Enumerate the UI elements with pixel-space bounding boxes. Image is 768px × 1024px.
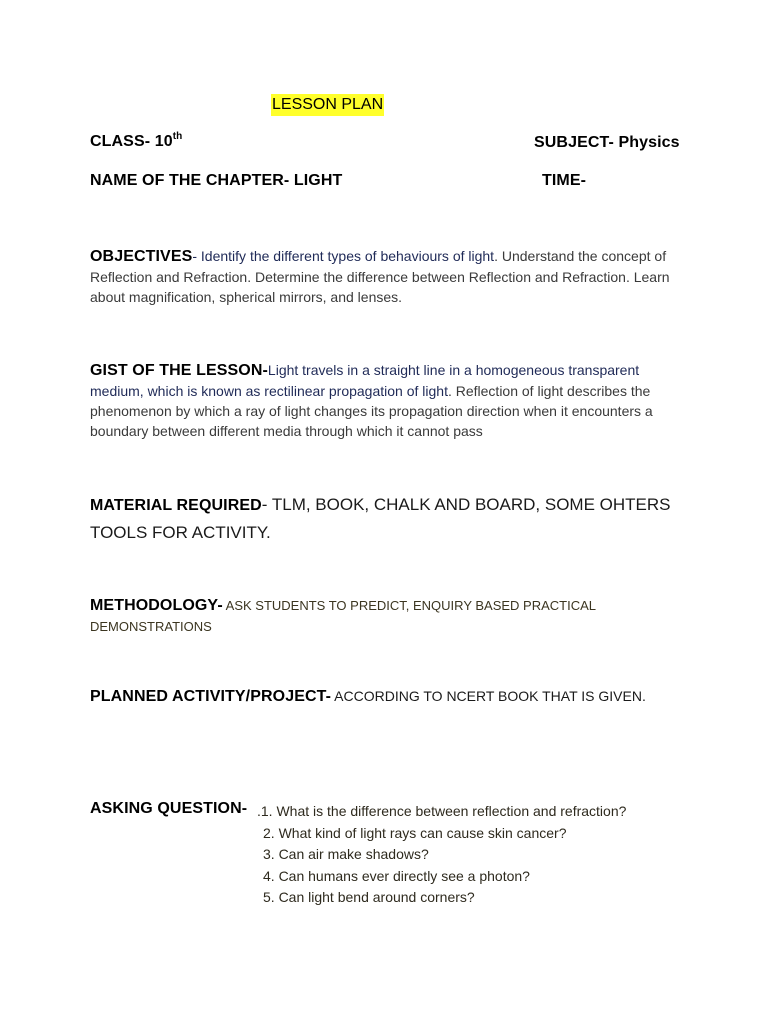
page-title-text: LESSON PLAN	[272, 96, 384, 113]
time-label: TIME-	[542, 172, 587, 189]
list-item: 2. What kind of light rays can cause skin cancer?	[263, 824, 567, 841]
gist-heading: GIST OF THE LESSON-	[90, 362, 268, 379]
objectives-heading: OBJECTIVES	[90, 248, 193, 265]
asking-question-heading	[90, 800, 247, 818]
chapter-label: NAME OF THE CHAPTER- LIGHT	[90, 172, 343, 189]
material-heading: MATERIAL REQUIRED	[90, 497, 262, 514]
gist-section	[90, 360, 680, 441]
objectives-text: . Understand the concept of Reflection and Refraction. Determine the difference between Reflection and Refraction. Learn about magnification, spherical mirrors, and lenses.	[90, 248, 670, 305]
methodology-text: ASK STUDENTS TO PREDICT, ENQUIRY BASED PRACTICAL DEMONSTRATIONS	[90, 598, 596, 634]
class-field	[90, 133, 182, 151]
list-item: 4. Can humans ever directly see a photon?	[263, 867, 530, 884]
planned-activity-text: ACCORDING TO NCERT BOOK THAT IS GIVEN.	[331, 688, 646, 704]
gist-highlight: Light travels in a straight line in a homogeneous transparent medium, which is known as rectilinear propagation of light	[90, 362, 640, 399]
list-item: 3. Can air make shadows?	[263, 846, 429, 862]
class-label: CLASS- 10	[90, 133, 173, 150]
subject-label: SUBJECT- Physics	[534, 134, 680, 151]
objectives-section	[90, 246, 680, 307]
list-item: .1. What is the difference between reflection and refraction?	[257, 803, 627, 819]
question-list	[257, 801, 627, 909]
methodology-section	[90, 595, 680, 637]
list-item: 5. Can light bend around corners?	[263, 889, 475, 905]
material-section	[90, 491, 680, 546]
subject-field	[534, 134, 680, 152]
methodology-heading: METHODOLOGY-	[90, 597, 223, 614]
objectives-highlight: Identify the different types of behaviours of light	[200, 248, 495, 264]
asking-question-label: ASKING QUESTION-	[90, 800, 248, 817]
chapter-field	[90, 172, 342, 190]
material-text: - TLM, BOOK, CHALK AND BOARD, SOME OHTERS TOOLS FOR ACTIVITY.	[90, 495, 671, 542]
class-superscript: th	[172, 131, 183, 142]
gist-text: . Reflection of light describes the phenomenon by which a ray of light changes its propagation direction when it encounters a boundary between different media through which it cannot pass	[90, 383, 653, 439]
planned-activity-heading: PLANNED ACTIVITY/PROJECT-	[90, 688, 332, 705]
time-field	[542, 172, 586, 190]
objectives-dash: -	[192, 248, 201, 264]
planned-activity-section	[90, 688, 710, 706]
page-title	[271, 94, 384, 116]
